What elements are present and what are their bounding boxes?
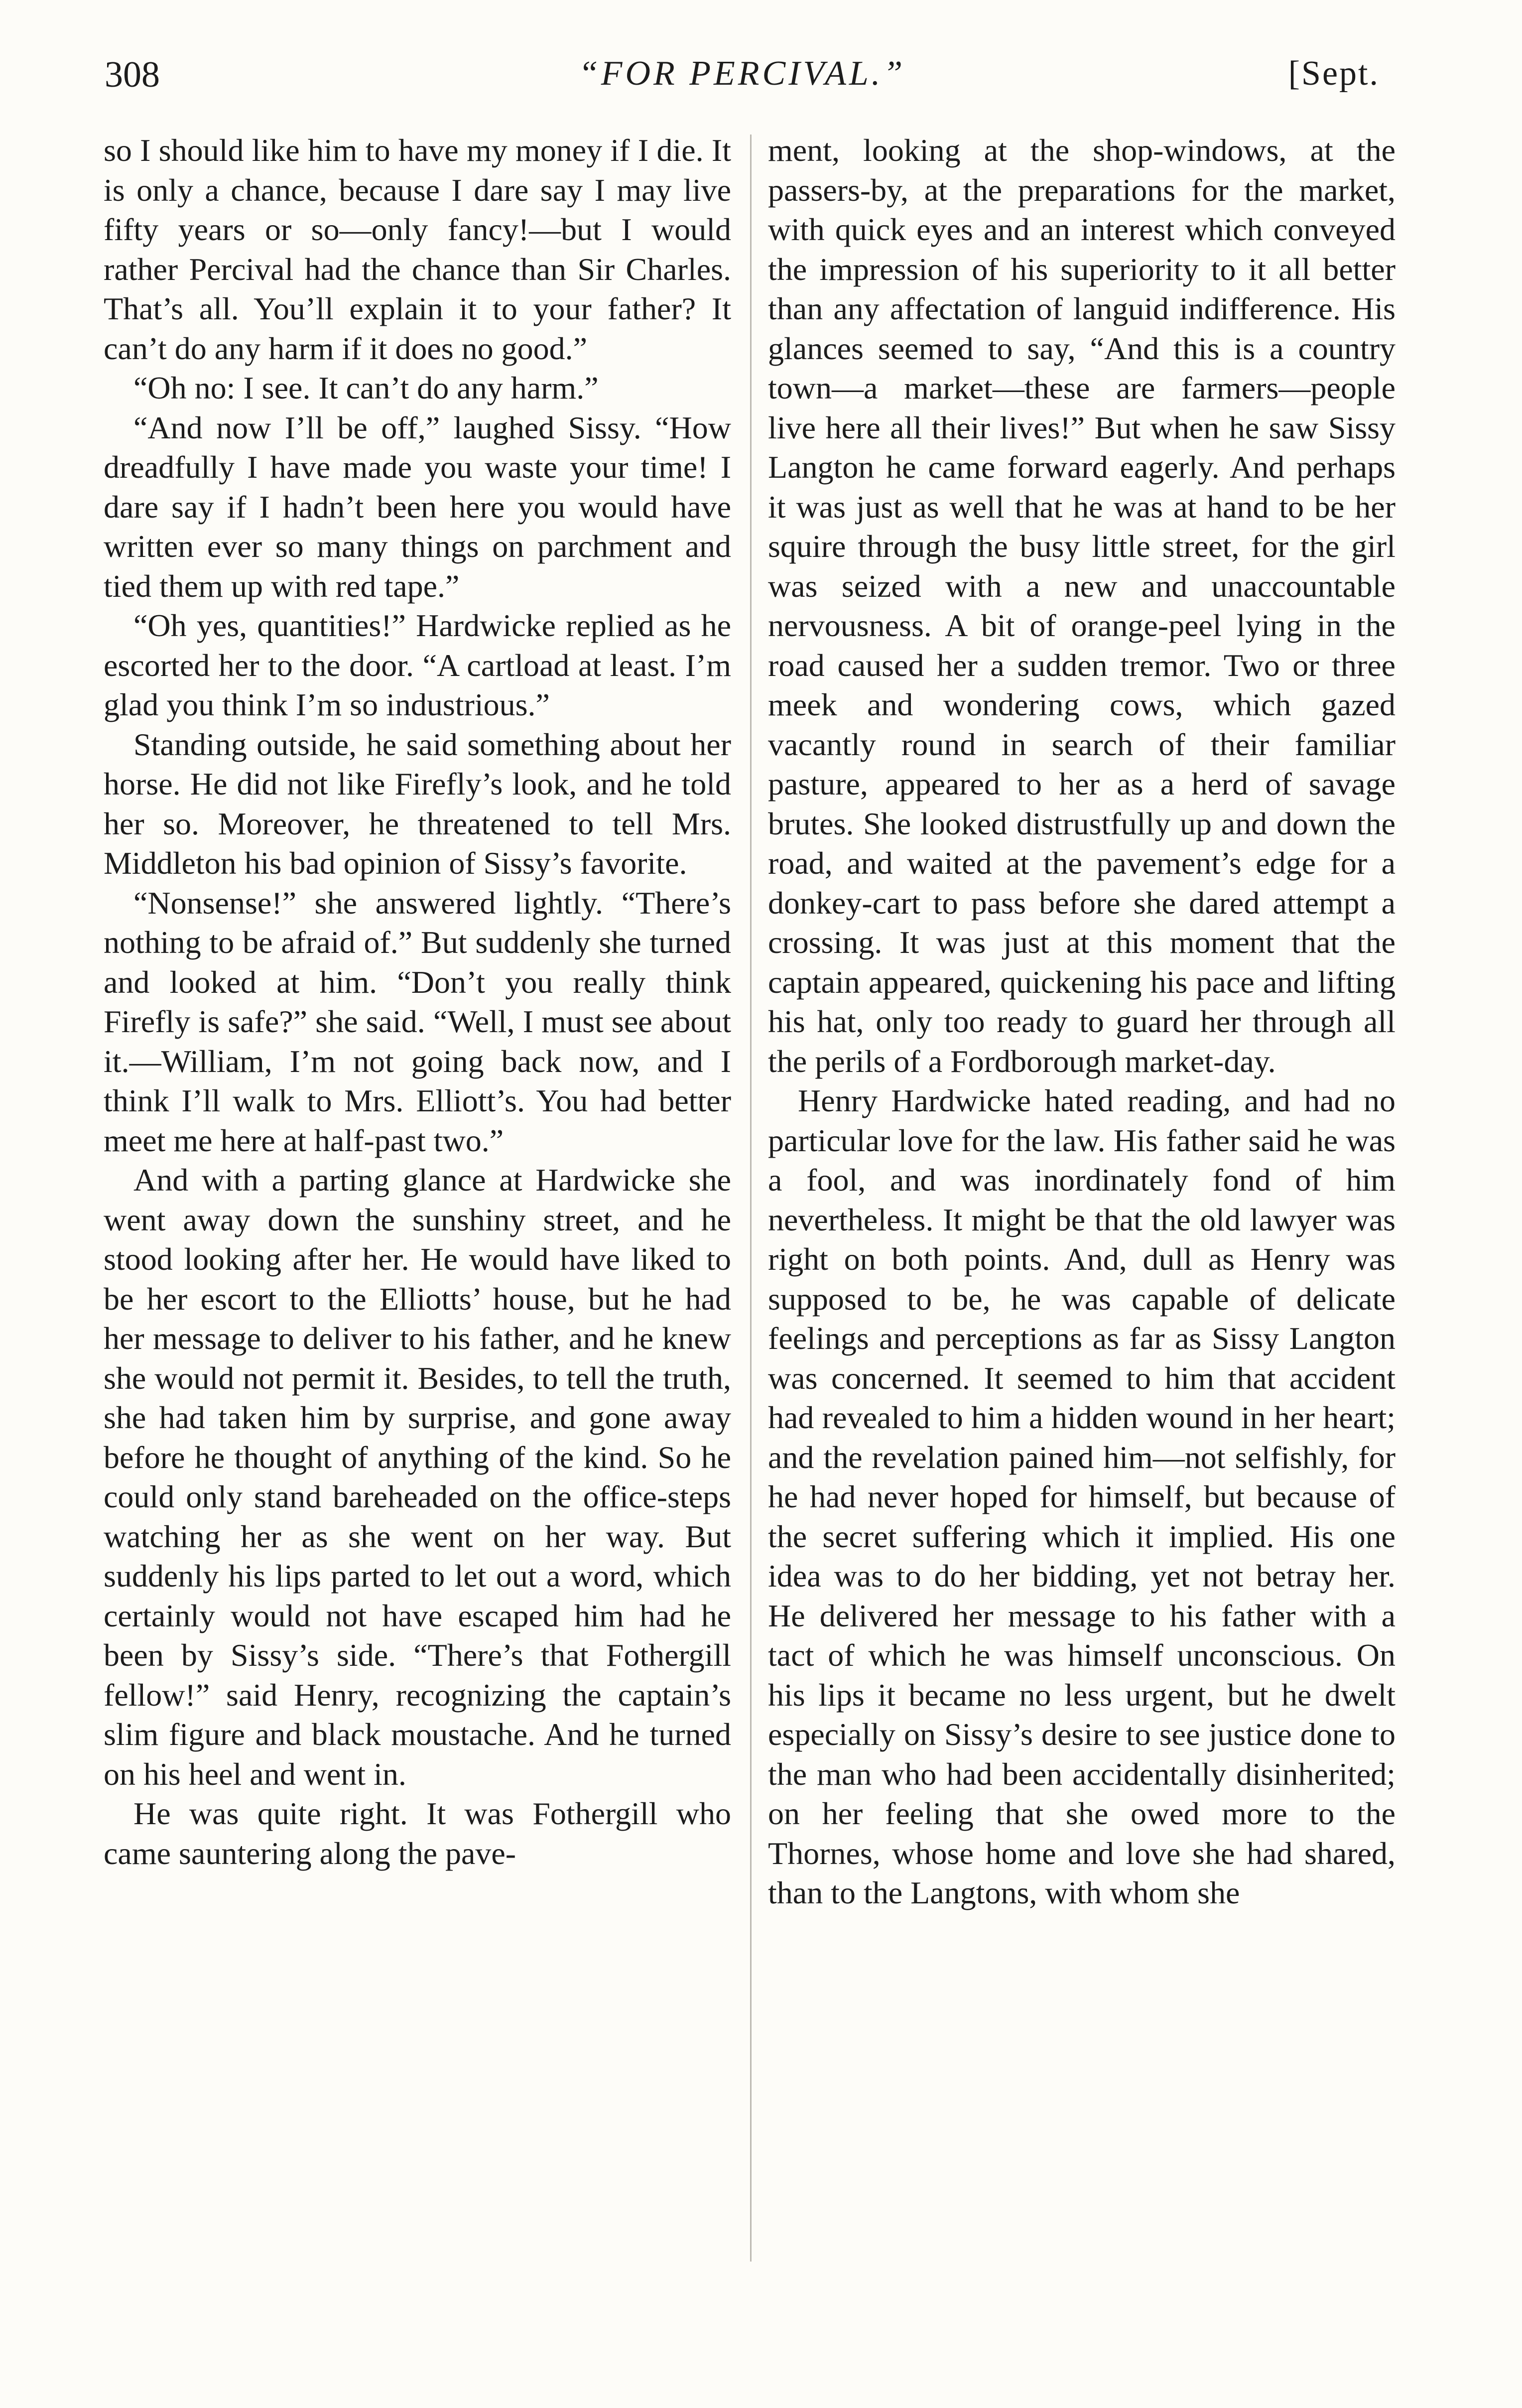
running-date: [Sept. <box>1288 54 1380 93</box>
right-column <box>768 131 1395 2273</box>
paragraph: “Oh no: I see. It can’t do any harm.” <box>133 370 599 405</box>
paragraph: so I should like him to have my money if I die. It is only a chance, because I dare say I may live fifty years or so—only fancy!—but I would rather Percival had the chance than Sir Charles. That’s all. You’ll explain it to your father? It can’t do any harm if it does no good.” <box>104 133 731 366</box>
left-column <box>104 131 731 2273</box>
paragraph: ment, looking at the shop-windows, at the passers-by, at the preparations for the market, with quick eyes and an interest which conveyed the impression of his superiority to it all better than any affectation of languid indifference. His glances seemed to say, “And this is a country town—a market—these are farmers—people live here all their lives!” But when he saw Sissy Langton he came forward eagerly. And perhaps it was just as well that he was at hand to be her squire through the busy little street, for the girl was seized with a new and unaccountable nervousness. A bit of orange-peel lying in the road caused her a sudden tremor. Two or three meek and wondering cows, which gazed vacantly round in search of their familiar pasture, appeared to her as a herd of savage brutes. She looked distrustfully up and down the road, and waited at the pavement’s edge for a donkey-cart to pass before she dared attempt a crossing. It was just at this moment that the captain appeared, quickening his pace and lifting his hat, only too ready to guard her through all the perils of a Fordborough market-day. <box>768 133 1395 1079</box>
column-divider <box>750 134 752 2262</box>
paragraph: Standing outside, he said something about her horse. He did not like Firefly’s look, and he told her so. Moreover, he threatened to tell Mrs. Middleton his bad opinion of Sissy’s favorite. <box>104 726 731 881</box>
paragraph: He was quite right. It was Fothergill who came sauntering along the pave- <box>104 1796 731 1871</box>
paragraph: “Oh yes, quantities!” Hardwicke replied as he escorted her to the door. “A cartload at least. I’m glad you think I’m so industrious.” <box>104 608 731 722</box>
paragraph: Henry Hardwicke hated reading, and had no particular love for the law. His father said he was a fool, and was inordinately fond of him nevertheless. It might be that the old lawyer was right on both points. And, dull as Henry was supposed to be, he was capable of delicate feelings and perceptions as far as Sissy Langton was concerned. It seemed to him that accident had revealed to him a hidden wound in her heart; and the revelation pained him—not selfishly, for he had never hoped for himself, but because of the secret suffering which it implied. His one idea was to do her bidding, yet not betray her. He delivered her message to his father with a tact of which he was himself unconscious. On his lips it became no less urgent, but he dwelt especially on Sissy’s desire to see justice done to the man who had been accidentally disinherited; on her feeling that she owed more to the Thornes, whose home and love she had shared, than to the Langtons, with whom she <box>768 1083 1395 1910</box>
running-header <box>105 36 1380 106</box>
paragraph: “Nonsense!” she answered lightly. “There’s nothing to be afraid of.” But suddenly she turned and looked at him. “Don’t you really think Firefly is safe?” she said. “Well, I must see about it.—William, I’m not going back now, and I think I’ll walk to Mrs. Elliott’s. You had better meet me here at half-past two.” <box>104 885 731 1158</box>
paragraph: And with a parting glance at Hardwicke she went away down the sunshiny street, and he stood looking after her. He would have liked to be her escort to the Elliotts’ house, but he had her message to deliver to his father, and he knew she would not permit it. Besides, to tell the truth, she had taken him by surprise, and gone away before he thought of anything of the kind. So he could only stand bareheaded on the office-steps watching her as she went on her way. But suddenly his lips parted to let out a word, which certainly would not have escaped him had he been by Sissy’s side. “There’s that Fothergill fellow!” said Henry, recognizing the captain’s slim figure and black moustache. And he turned on his heel and went in. <box>104 1162 731 1792</box>
page-number: 308 <box>105 54 160 95</box>
running-title: “FOR PERCIVAL.” <box>578 54 906 93</box>
paragraph: “And now I’ll be off,” laughed Sissy. “How dreadfully I have made you waste your time! I dare say if I hadn’t been here you would have written ever so many things on parchment and tied them up with red tape.” <box>104 409 731 604</box>
